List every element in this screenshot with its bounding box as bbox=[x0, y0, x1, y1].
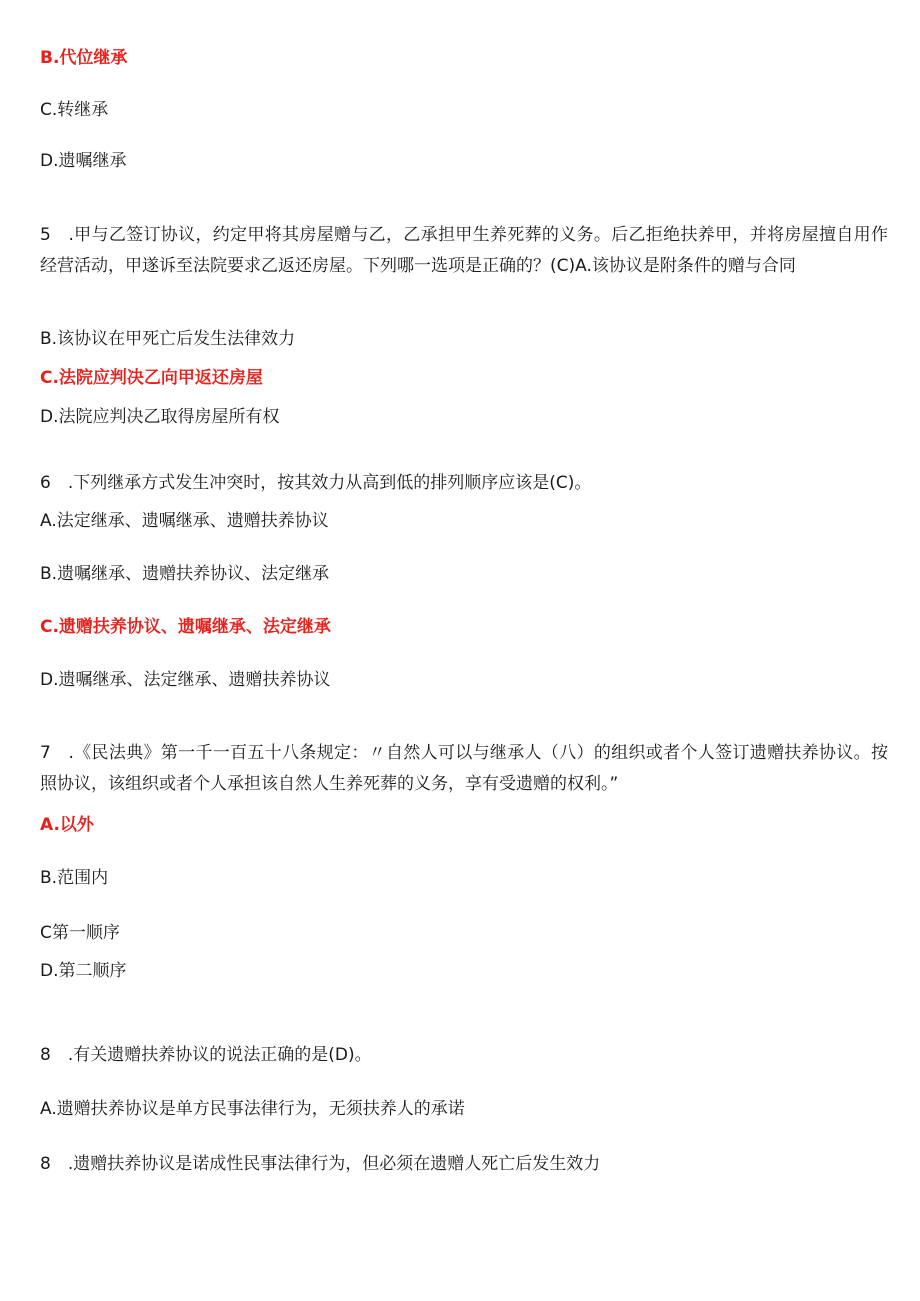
q6-option-d: D.遗嘱继承、法定继承、遗赠扶养协议 bbox=[40, 670, 331, 690]
question-6: 6 .下列继承方式发生冲突时，按其效力从高到低的排列顺序应该是(C)。 bbox=[40, 473, 592, 493]
q4-option-b: B.代位继承 bbox=[40, 48, 128, 68]
q6-option-c: C.遗赠扶养协议、遗嘱继承、法定继承 bbox=[40, 617, 331, 637]
q5-option-c: C.法院应判决乙向甲返还房屋 bbox=[40, 368, 263, 388]
q8-option-b: 8 .遗赠扶养协议是诺成性民事法律行为，但必须在遗赠人死亡后发生效力 bbox=[40, 1154, 601, 1174]
q6-option-b: B.遗嘱继承、遗赠扶养协议、法定继承 bbox=[40, 564, 330, 584]
question-5: 5 .甲与乙签订协议，约定甲将其房屋赠与乙，乙承担甲生养死葬的义务。后乙拒绝扶养甲，并将房屋擅自用作经营活动，甲遂诉至法院要求乙返还房屋。下列哪一选项是正确的？(C)A.该协议是附条件的赠与合同 bbox=[40, 225, 888, 276]
q7-option-d: D.第二顺序 bbox=[40, 961, 127, 981]
q5-option-d: D.法院应判决乙取得房屋所有权 bbox=[40, 407, 280, 427]
q6-option-a: A.法定继承、遗嘱继承、遗赠扶养协议 bbox=[40, 511, 329, 531]
question-7: 7 .《民法典》第一千一百五十八条规定：〃自然人可以与继承人（八）的组织或者个人签订遗赠扶养协议。按照协议，该组织或者个人承担该自然人生养死葬的义务，享有受遗赠的权利。” bbox=[40, 743, 888, 794]
q4-option-d: D.遗嘱继承 bbox=[40, 151, 127, 171]
q5-option-b: B.该协议在甲死亡后发生法律效力 bbox=[40, 329, 296, 349]
q7-option-a: A.以外 bbox=[40, 815, 94, 835]
q8-option-a: A.遗赠扶养协议是单方民事法律行为，无须扶养人的承诺 bbox=[40, 1099, 465, 1119]
question-8: 8 .有关遗赠扶养协议的说法正确的是(D)。 bbox=[40, 1045, 372, 1065]
q7-option-c: C第一顺序 bbox=[40, 923, 120, 943]
q4-option-c: C.转继承 bbox=[40, 100, 109, 120]
q7-option-b: B.范围内 bbox=[40, 868, 109, 888]
